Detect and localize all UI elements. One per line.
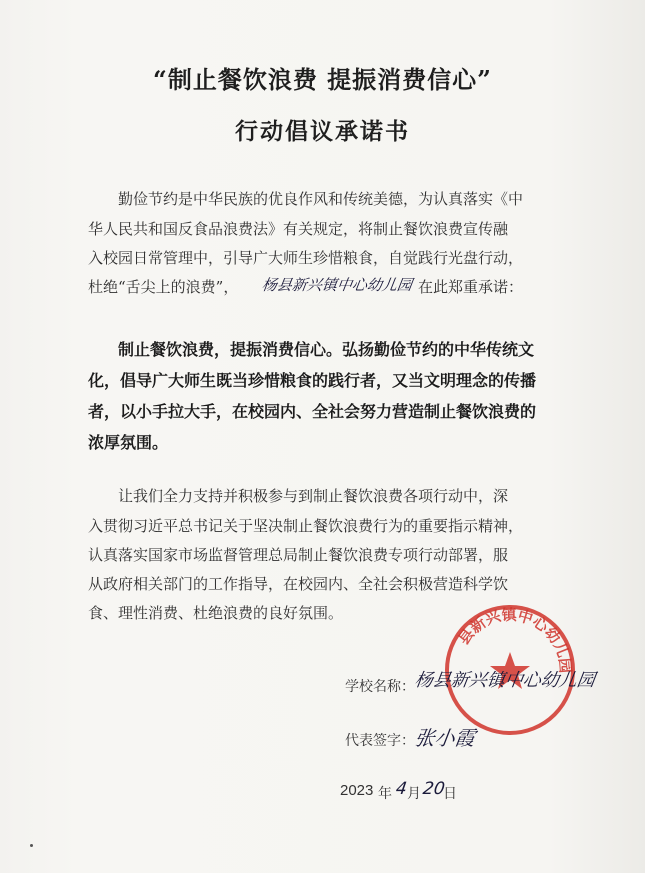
date-year-char: 年 [378,786,392,802]
document-title: “制止餐饮浪费 提振消费信心” [153,65,492,94]
intro-line-4-end: 在此郑重承诺： [418,278,524,296]
commitment-line-3: 认真落实国家市场监督管理总局制止餐饮浪费专项行动部署，服 [88,546,509,564]
intro-line-3: 入校园日常管理中，引导广大师生珍惜粮食，自觉践行光盘行动， [88,249,524,267]
intro-line-1: 勤俭节约是中华民族的优良作风和传统美德，为认真落实《中 [118,190,524,208]
intro-line-4-start: 杜绝“舌尖上的浪费”， [88,278,239,296]
commitment-line-4: 从政府相关部门的工作指导，在校园内、全社会积极营造科学饮 [88,575,509,593]
commitment-line-2: 入贯彻习近平总书记关于坚决制止餐饮浪费行为的重要指示精神， [88,517,524,535]
date-day-handwritten: 20 [421,779,447,799]
pledge-line-3: 者，以小手拉大手，在校园内、全社会努力营造制止餐饮浪费的 [88,402,537,421]
handwritten-school-name-intro: 杨县新兴镇中心幼儿园 [260,276,414,294]
date-year: 2023 [340,782,374,799]
intro-line-2: 华人民共和国反食品浪费法》有关规定，将制止餐饮浪费宣传融 [88,220,509,238]
pledge-line-4: 浓厚氛围。 [88,433,169,452]
date-month-char: 月 [407,786,421,802]
commitment-line-5: 食、理性消费、杜绝浪费的良好氛围。 [88,604,344,622]
handwritten-school-name: 杨县新兴镇中心幼儿园 [413,670,597,691]
handwritten-representative-signature: 张小霞 [413,726,477,750]
date-month-handwritten: 4 [394,779,409,799]
representative-signature-label: 代表签字： [345,733,415,749]
paper-speck [30,844,33,847]
pledge-line-2: 化，倡导广大师生既当珍惜粮食的践行者，又当文明理念的传播 [88,371,537,390]
date-day-char: 日 [443,786,457,802]
svg-text:县新兴镇中心幼儿园 [455,606,575,674]
commitment-line-1: 让我们全力支持并积极参与到制止餐饮浪费各项行动中，深 [118,487,509,505]
school-name-label: 学校名称： [345,679,415,695]
seal-text: 县新兴镇中心幼儿园 [454,605,575,674]
pledge-line-1: 制止餐饮浪费，提振消费信心。弘扬勤俭节约的中华传统文 [118,340,535,359]
document-subtitle: 行动倡议承诺书 [235,118,410,145]
